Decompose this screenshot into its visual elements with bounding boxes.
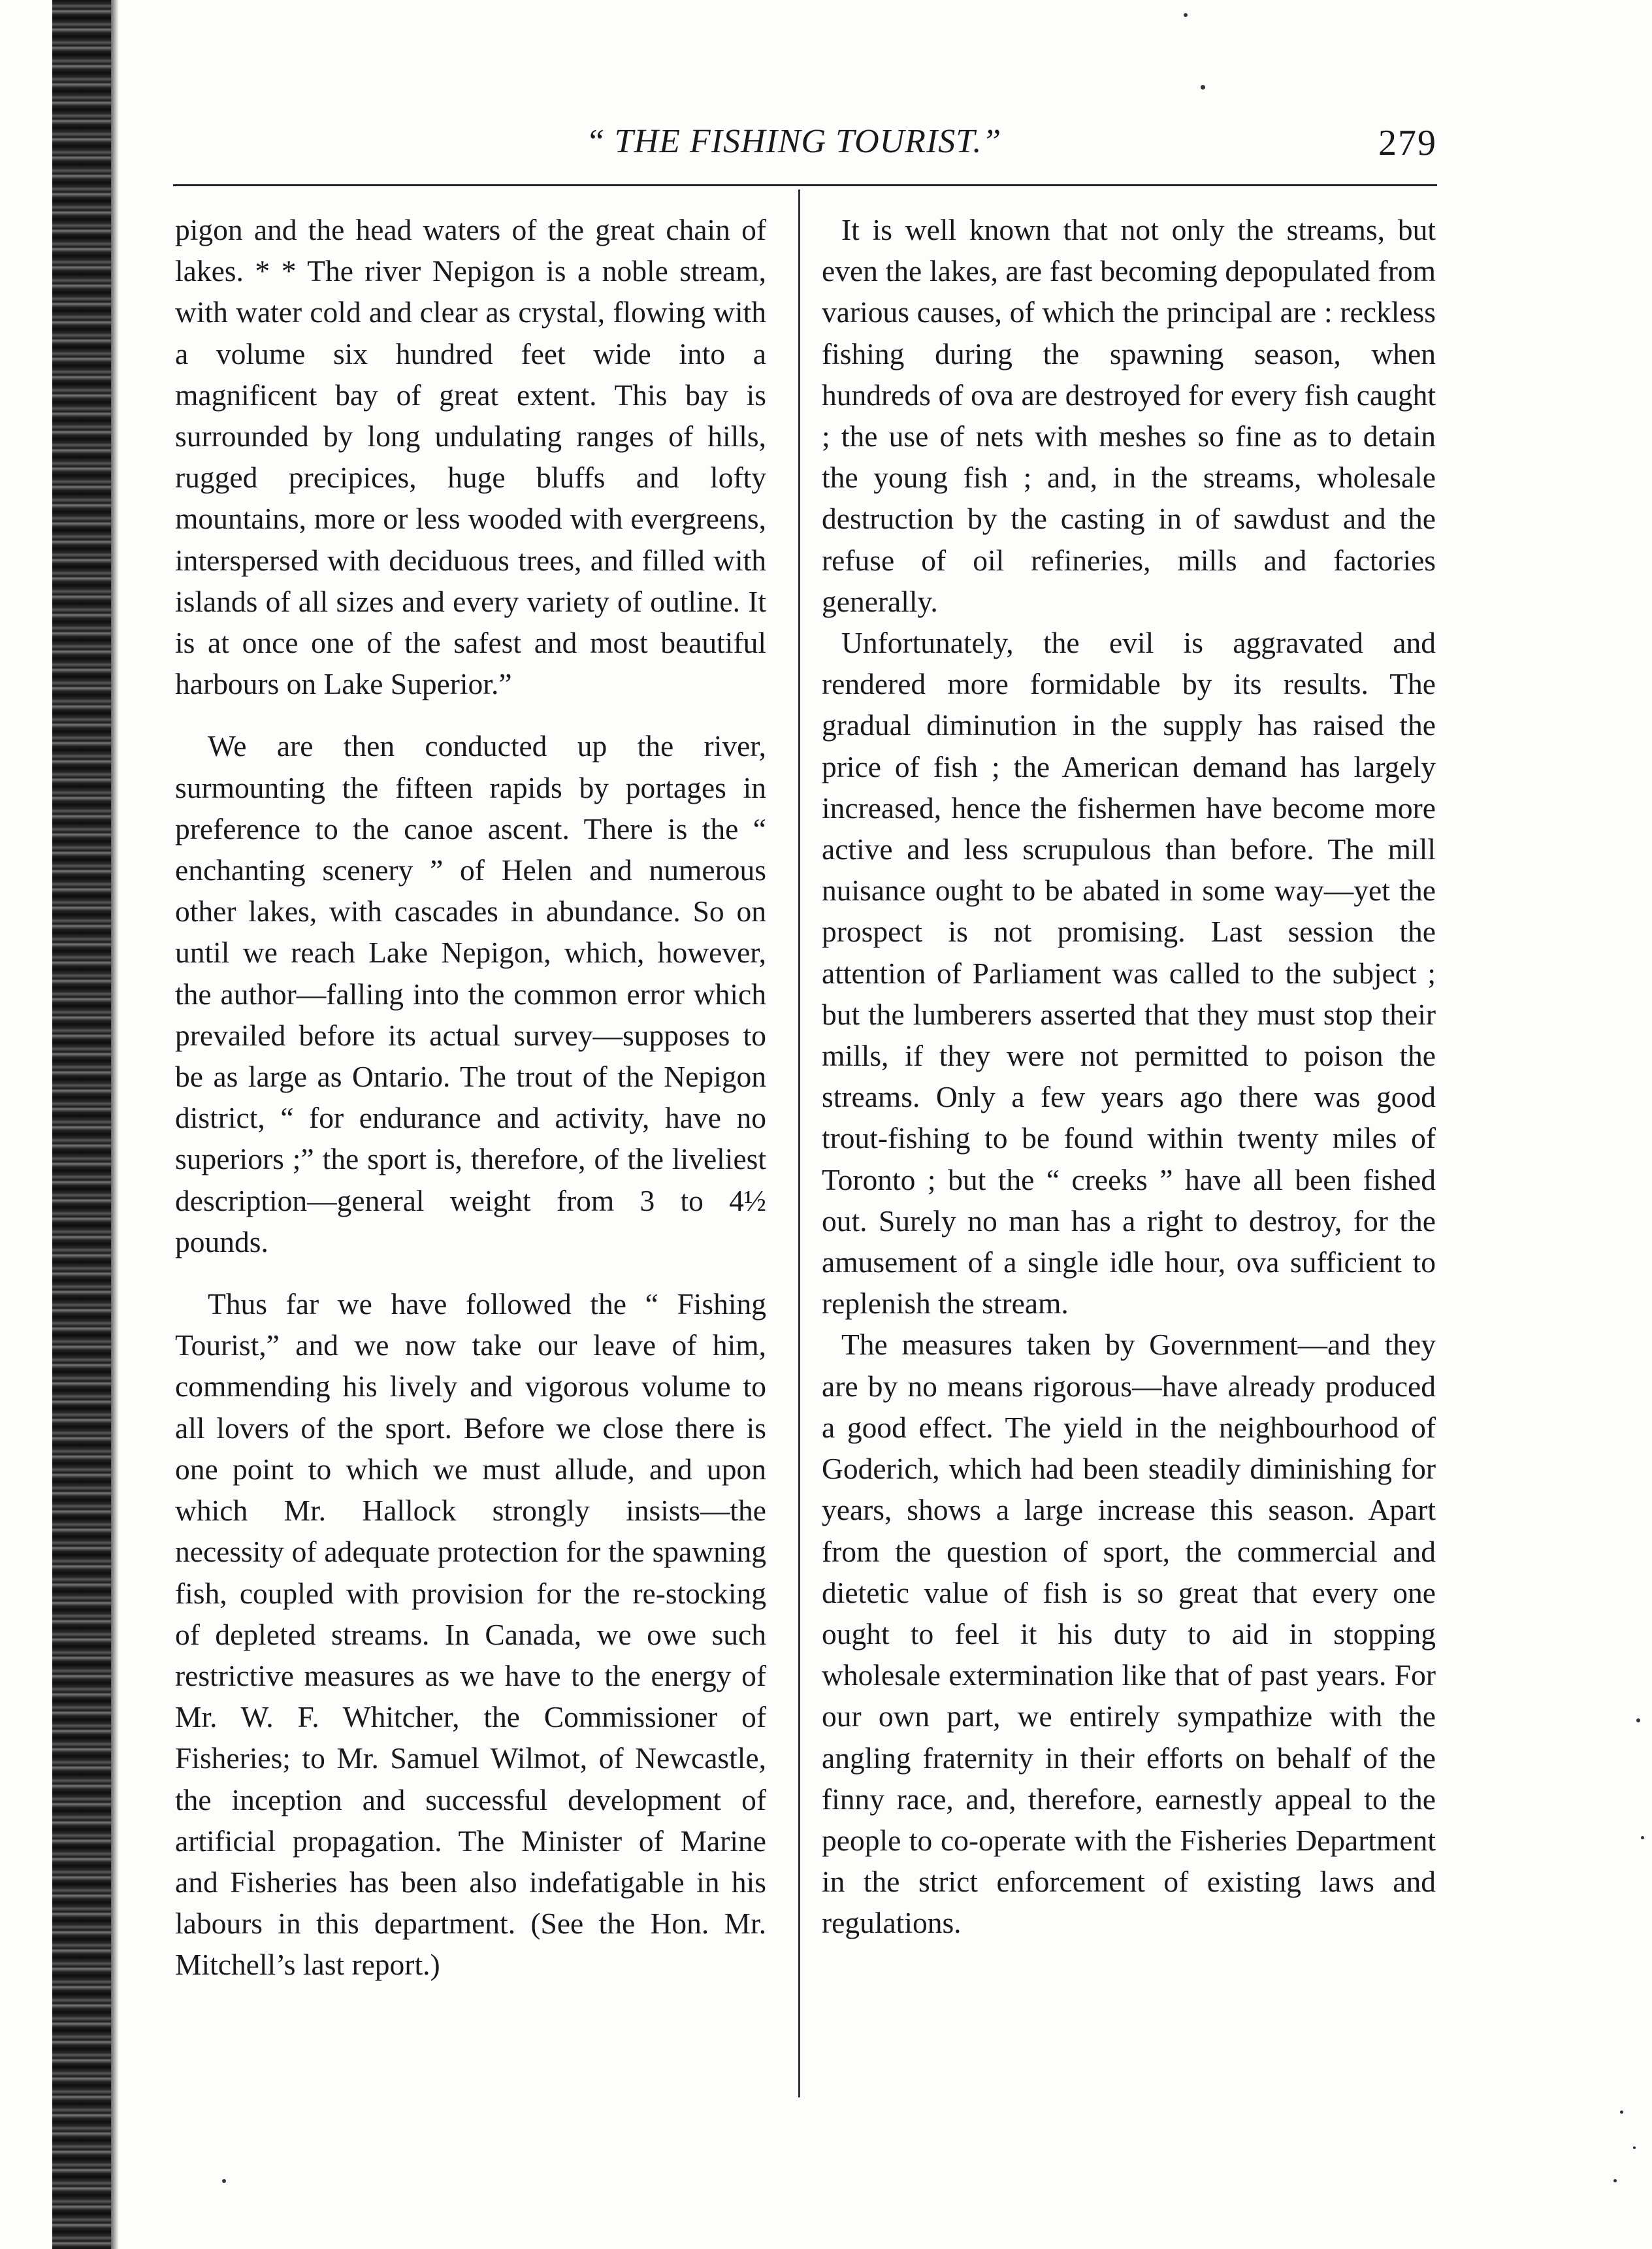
speck bbox=[1633, 2146, 1636, 2149]
speck bbox=[1620, 2110, 1623, 2114]
speck bbox=[1201, 85, 1205, 90]
left-paragraph-3: Thus far we have followed the “ Fishing Tourist,” and we now take our leave of him, commending his lively and vigorous volume to all lovers of the sport. Before we close there is one point to which we must allude, and upon which Mr. Hallock strongly insists—the necessity of adequate protection for the spawning fish, coupled with provision for the re-stocking of depleted streams. In Canada, we owe such restrictive measures as we have to the energy of Mr. W. F. Whitcher, the Commissioner of Fisheries; to Mr. Samuel Wilmot, of Newcastle, the inception and successful development of artificial propagation. The Minister of Marine and Fisheries has been also indefatigable in his labours in this department. (See the Hon. Mr. Mitchell’s last report.) bbox=[175, 1287, 766, 1982]
speck bbox=[1641, 1836, 1644, 1839]
right-paragraph-2: Unfortunately, the evil is aggravated and rendered more formidable by its results. The gradual diminution in the supply has raised the price of fish ; the American demand has largely increased, hence the fishermen have become more active and less scrupulous than before. The mill nuisance ought to be abated in some way—yet the prospect is not promising. Last session the attention of Parliament was called to the subject ; but the lumberers asserted that they must stop their mills, if they were not permitted to poison the streams. Only a few years ago there was good trout-fishing to be found within twenty miles of Toronto ; but the “ creeks ” have all been fished out. Surely no man has a right to destroy, for the amusement of a single idle hour, ova sufficient to replenish the stream. bbox=[822, 626, 1436, 1321]
speck bbox=[1613, 2179, 1617, 2182]
header-rule bbox=[173, 184, 1437, 186]
left-paragraph-1: pigon and the head waters of the great chain of lakes. * * The river Nepigon is a noble stream, with water cold and clear as crystal, flowing with a volume six hundred feet wide into a magnificent bay of great extent. This bay is surrounded by long undulating ranges of hills, rugged precipices, huge bluffs and lofty mountains, more or less wooded with evergreens, interspersed with deciduous trees, and filled with islands of all sizes and every variety of outline. It is at once one of the safest and most beautiful harbours on Lake Superior.” bbox=[175, 213, 766, 701]
speck bbox=[1184, 13, 1188, 17]
left-column bbox=[175, 209, 766, 1986]
page-number: 279 bbox=[1378, 123, 1437, 163]
column-divider bbox=[798, 189, 800, 2097]
speck bbox=[1636, 1718, 1640, 1722]
right-column bbox=[822, 209, 1436, 1944]
book-spine-shadow bbox=[52, 0, 111, 2249]
speck bbox=[222, 2179, 226, 2183]
left-paragraph-2: We are then conducted up the river, surmounting the fifteen rapids by portages in preference to the canoe ascent. There is the “ enchanting scenery ” of Helen and numerous other lakes, with cascades in abundance. So on until we reach Lake Nepigon, which, however, the author—falling into the common error which prevailed before its actual survey—supposes to be as large as Ontario. The trout of the Nepigon district, “ for endurance and activity, have no superiors ;” the sport is, therefore, of the liveliest description—general weight from 3 to 4½ pounds. bbox=[175, 729, 766, 1258]
right-paragraph-1: It is well known that not only the streams, but even the lakes, are fast becoming depopulated from various causes, of which the principal are : reckless fishing during the spawning season, when hundreds of ova are destroyed for every fish caught ; the use of nets with meshes so fine as to detain the young fish ; and, in the streams, wholesale destruction by the casting in of sawdust and the refuse of oil refineries, mills and factories generally. bbox=[822, 213, 1436, 618]
running-head bbox=[173, 108, 1437, 167]
running-title: “ THE FISHING TOURIST.” bbox=[585, 123, 1002, 160]
book-gutter-edge bbox=[111, 0, 119, 2249]
right-paragraph-3: The measures taken by Government—and they are by no means rigorous—have already produced a good effect. The yield in the neighbourhood of Goderich, which had been steadily diminishing for years, shows a large increase this season. Apart from the question of sport, the commercial and dietetic value of fish is so great that every one ought to feel it his duty to aid in stopping wholesale extermination like that of past years. For our own part, we entirely sympathize with the angling fraternity in their efforts on behalf of the finny race, and, therefore, earnestly appeal to the people to co-operate with the Fisheries Department in the strict enforcement of existing laws and regulations. bbox=[822, 1328, 1436, 1940]
